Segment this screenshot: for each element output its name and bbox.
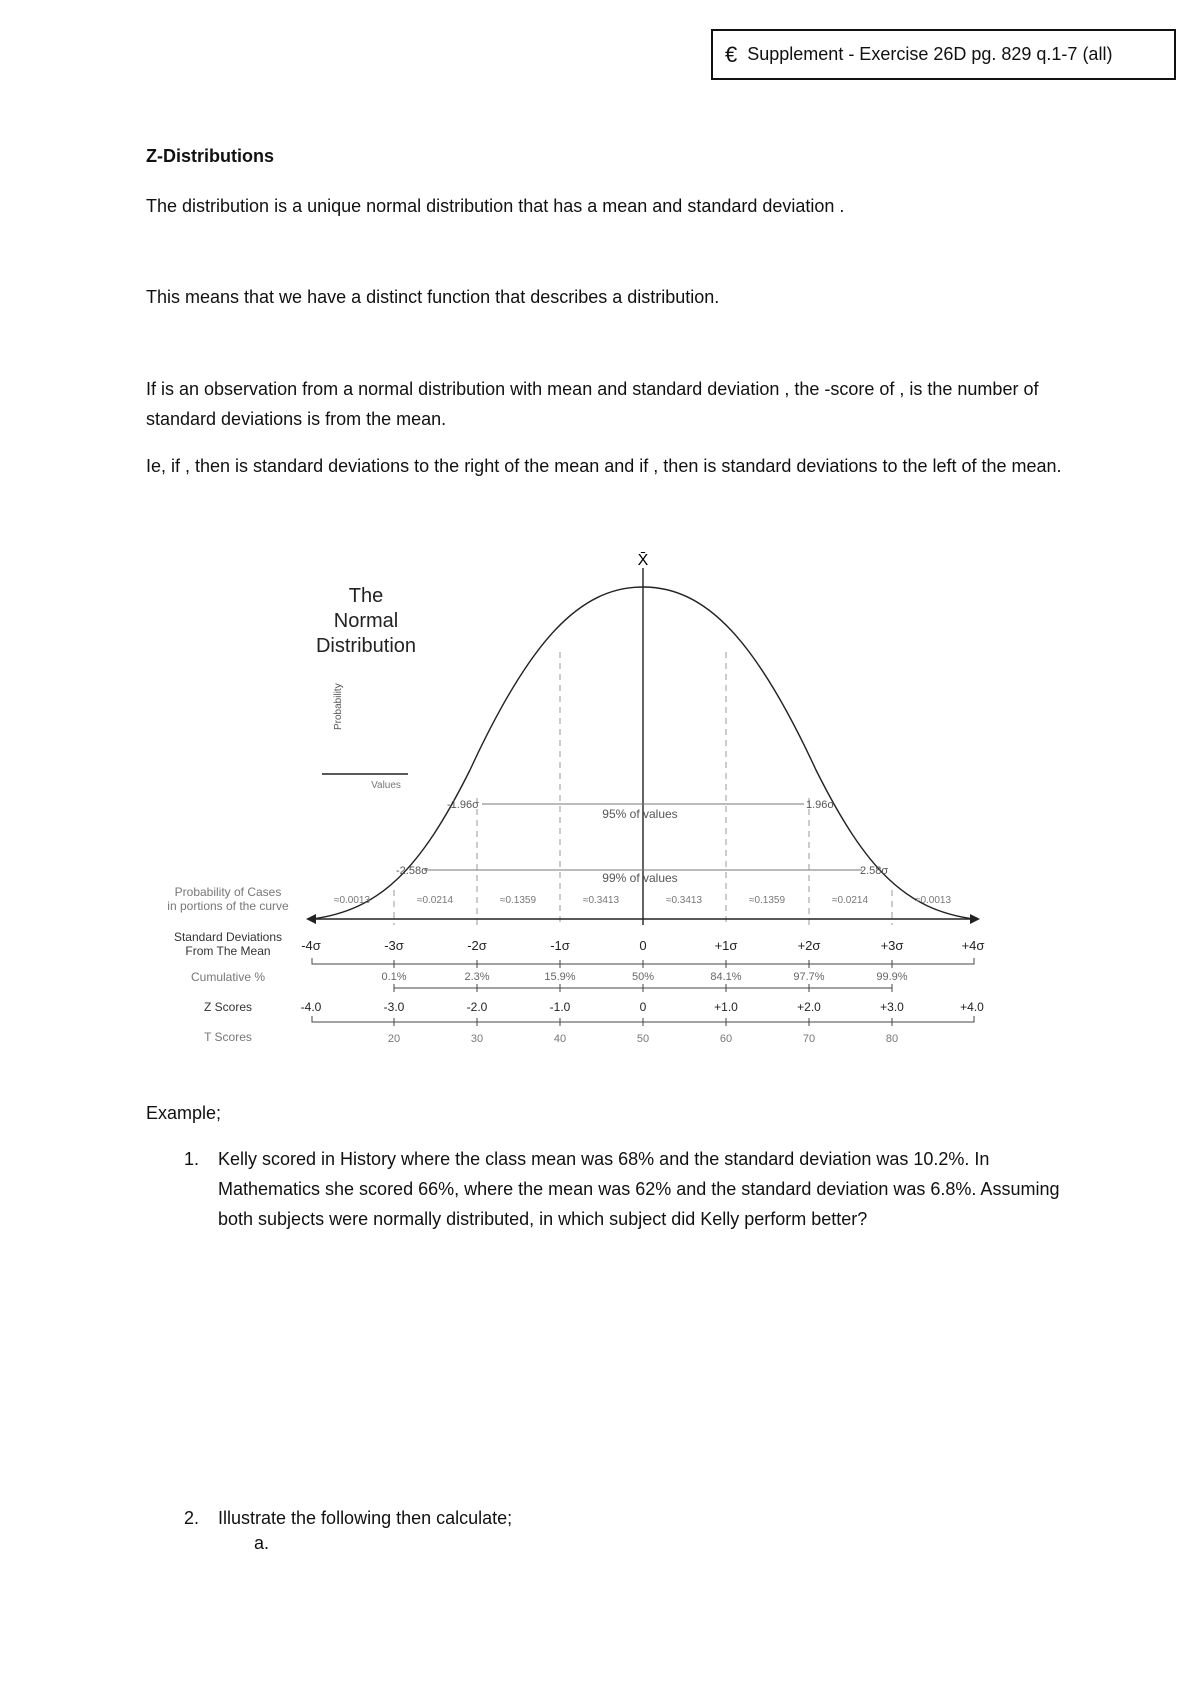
probability-value: ≈0.1359 xyxy=(499,895,537,906)
cumulative-value: 97.7% xyxy=(793,971,825,983)
cumulative-value: 15.9% xyxy=(544,971,576,983)
sub-item-a: a. xyxy=(254,1533,270,1553)
row-t-label: T Scores xyxy=(204,1030,252,1044)
cumulative-value: 50% xyxy=(631,971,655,983)
sd-label: +4σ xyxy=(961,938,985,953)
probability-value: ≈0.0013 xyxy=(914,895,952,906)
ci99-label: 99% of values xyxy=(602,871,678,885)
axis-values-label: Values xyxy=(371,780,401,791)
z-score-value: -3.0 xyxy=(383,1000,405,1014)
row-probability-label-2: in portions of the curve xyxy=(167,899,289,913)
baseline-right-arrow xyxy=(970,914,980,924)
z-score-value: +1.0 xyxy=(714,1000,738,1014)
probability-value: ≈0.1359 xyxy=(748,895,786,906)
paragraph-interpretation: Ie, if , then is standard deviations to the right of the mean and if , then is standard deviations to the left of the mean. xyxy=(146,456,1062,476)
z-scale xyxy=(312,1016,974,1026)
question-number: 2. xyxy=(184,1508,200,1528)
sd-label: -2σ xyxy=(467,938,487,953)
question-text: Kelly scored in History where the class mean was 68% and the standard deviation was 10.2%. In Mathematics she scored 66%, where the mean was 62% and the standard deviation was 6.8%. Assuming both subjects were normally distributed, in which subject did Kelly perform better? xyxy=(218,1149,1060,1229)
axis-probability-label: Probability xyxy=(333,683,344,730)
cumulative-value: 84.1% xyxy=(710,971,742,983)
probability-value: ≈0.0013 xyxy=(333,895,371,906)
z-score-value: -4.0 xyxy=(300,1000,322,1014)
sd-label: 0 xyxy=(639,938,647,953)
sd-label: +2σ xyxy=(797,938,821,953)
z-score-value: +3.0 xyxy=(880,1000,904,1014)
cumulative-scale xyxy=(394,984,892,992)
probability-value: ≈0.3413 xyxy=(582,895,620,906)
ci99-right-label: 2.58σ xyxy=(860,865,889,877)
t-score-value: 80 xyxy=(885,1033,899,1045)
t-score-value: 70 xyxy=(802,1033,816,1045)
diagram-title-line1: The xyxy=(348,585,384,607)
exercise-reference-box xyxy=(711,29,1176,80)
question-item xyxy=(146,1503,1076,1533)
probability-value: ≈0.3413 xyxy=(665,895,703,906)
paragraph-function: This means that we have a distinct function that describes a distribution. xyxy=(146,287,720,307)
exercise-reference: Supplement - Exercise 26D pg. 829 q.1-7 (all) xyxy=(747,44,1113,64)
t-score-value: 20 xyxy=(387,1033,401,1045)
t-score-value: 60 xyxy=(719,1033,733,1045)
paragraph-z-score: If is an observation from a normal distribution with mean and standard deviation , the -score of , is the number of standard deviations is from the mean. xyxy=(146,379,1039,429)
sd-label: +1σ xyxy=(714,938,738,953)
normal-distribution-diagram xyxy=(0,530,1200,1090)
ci99-left-label: -2.58σ xyxy=(396,865,428,877)
sd-scale xyxy=(312,958,974,968)
sd-label: -4σ xyxy=(301,938,321,953)
cumulative-value: 2.3% xyxy=(464,971,490,983)
row-z-label: Z Scores xyxy=(203,1000,253,1014)
question-list xyxy=(146,1144,1076,1234)
question-text: Illustrate the following then calculate; xyxy=(218,1508,513,1528)
z-score-value: -1.0 xyxy=(549,1000,571,1014)
question-item xyxy=(146,1144,1076,1234)
paragraph-definition: The distribution is a unique normal distribution that has a mean and standard deviation . xyxy=(146,196,845,216)
ci95-left-label: -1.96σ xyxy=(447,799,479,811)
z-score-value: +4.0 xyxy=(960,1000,984,1014)
t-score-value: 30 xyxy=(470,1033,484,1045)
z-score-value: -2.0 xyxy=(466,1000,488,1014)
row-cumulative-label: Cumulative % xyxy=(190,970,266,984)
row-sd-label-1: Standard Deviations xyxy=(173,930,283,944)
row-probability-label-1: Probability of Cases xyxy=(174,885,282,899)
z-score-value: 0 xyxy=(639,1000,647,1014)
euro-icon: € xyxy=(725,41,738,67)
example-heading: Example; xyxy=(146,1103,222,1123)
t-score-value: 50 xyxy=(636,1033,650,1045)
ci95-right-label: 1.96σ xyxy=(806,799,835,811)
mean-label: X̄ xyxy=(637,552,649,569)
t-score-value: 40 xyxy=(553,1033,567,1045)
cumulative-value: 0.1% xyxy=(381,971,407,983)
diagram-title-line3: Distribution xyxy=(315,635,417,657)
z-score-value: +2.0 xyxy=(797,1000,821,1014)
ci95-label: 95% of values xyxy=(602,807,678,821)
sd-label: -3σ xyxy=(384,938,404,953)
question-list-2 xyxy=(146,1503,1076,1533)
diagram-title-line2: Normal xyxy=(333,610,399,632)
sd-label: +3σ xyxy=(880,938,904,953)
probability-value: ≈0.0214 xyxy=(416,895,454,906)
probability-value: ≈0.0214 xyxy=(831,895,869,906)
row-sd-label-2: From The Mean xyxy=(185,944,271,958)
section-title: Z-Distributions xyxy=(146,146,274,166)
question-number: 1. xyxy=(184,1149,200,1169)
sd-label: -1σ xyxy=(550,938,570,953)
baseline-left-arrow xyxy=(306,914,316,924)
cumulative-value: 99.9% xyxy=(876,971,908,983)
